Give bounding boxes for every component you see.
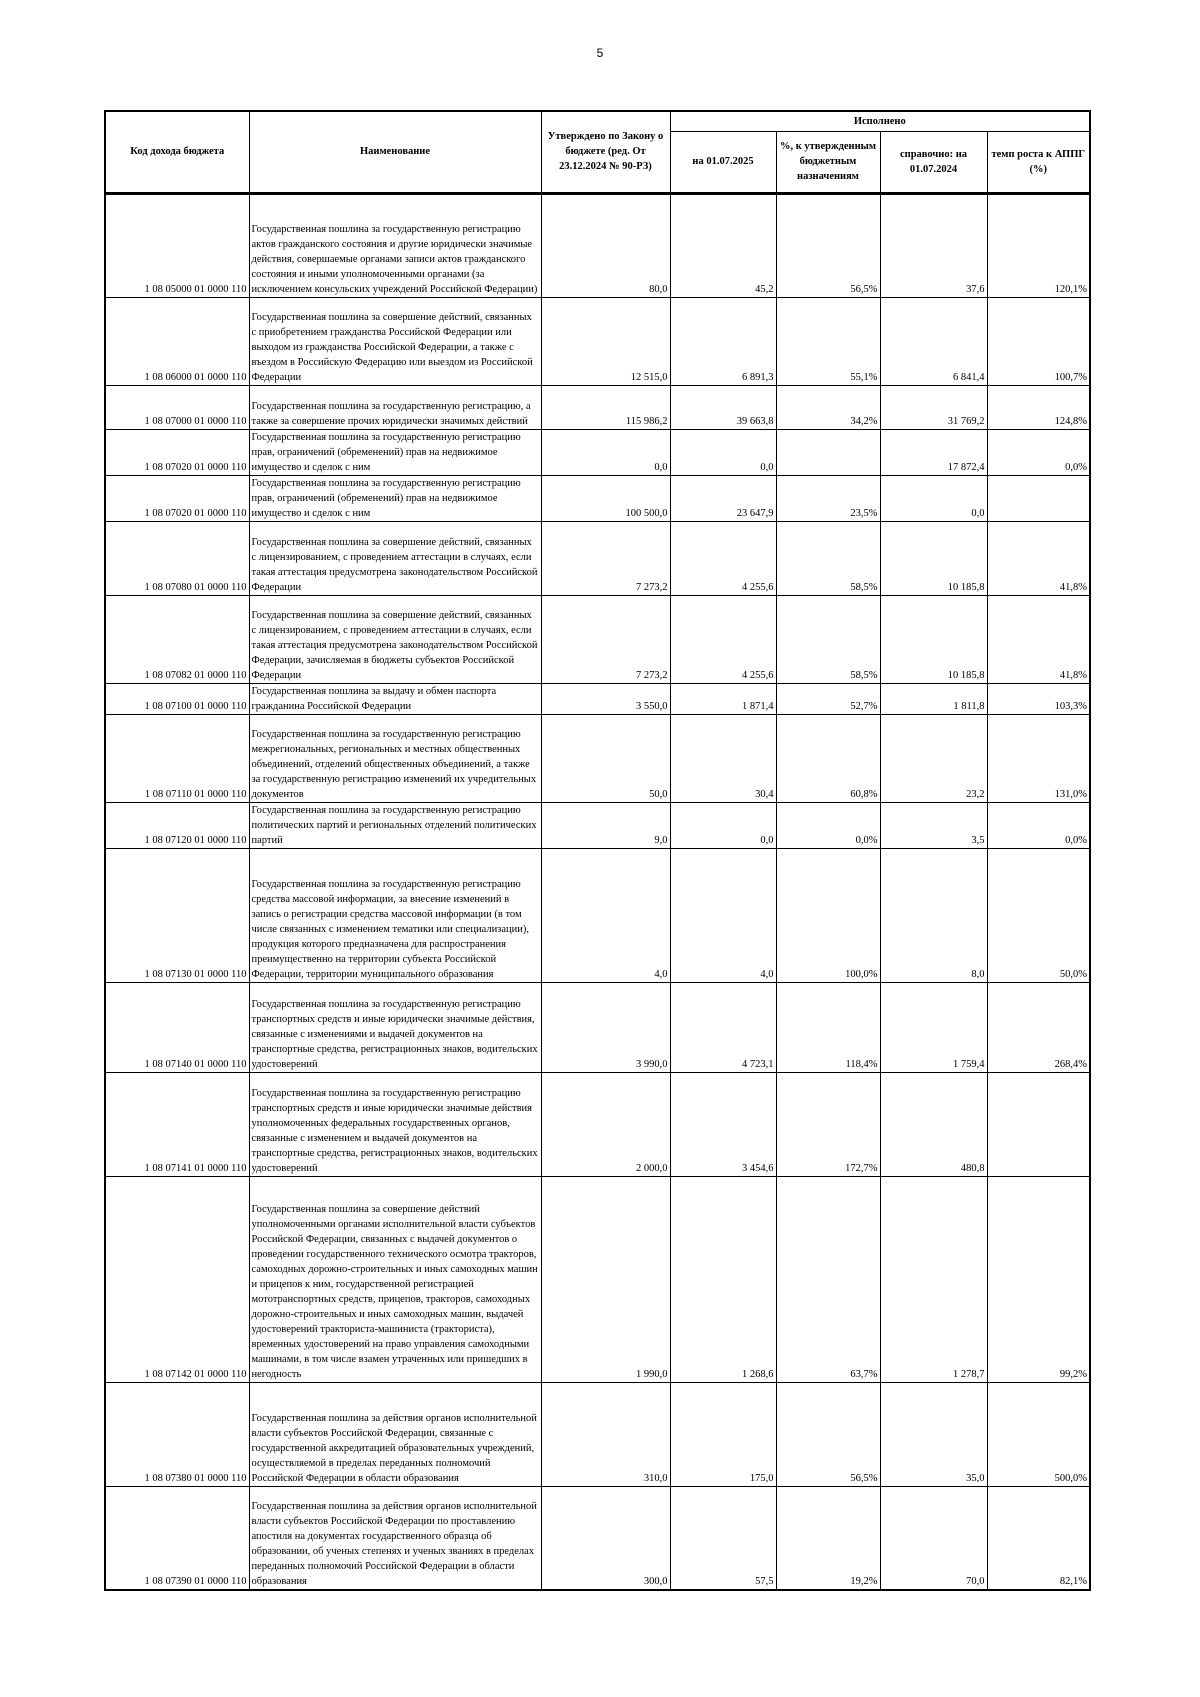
- row-growth: 0,0%: [987, 802, 1090, 848]
- row-name: Государственная пошлина за государственную регистрацию средства массовой информации, за внесение изменений в запись о регистрации средства массовой информации (в том числе связанных с изменением тематики или специализации), продукция которого предназначена для распространения преимущественно на территории субъекта Российской Федерации, территории муниципального образования: [249, 848, 541, 982]
- table-row: [105, 1486, 1090, 1590]
- row-percent: [776, 429, 880, 475]
- row-growth: 0,0%: [987, 429, 1090, 475]
- row-executed: 1 268,6: [670, 1176, 776, 1382]
- page-number: 5: [596, 46, 604, 60]
- row-growth: 82,1%: [987, 1486, 1090, 1590]
- row-growth: 124,8%: [987, 385, 1090, 429]
- row-executed: 4 723,1: [670, 982, 776, 1072]
- row-approved: 3 990,0: [541, 982, 670, 1072]
- row-name: Государственная пошлина за совершение действий, связанных с лицензированием, с проведением аттестации в случаях, если такая аттестация предусмотрена законодательством Российской Федерации: [249, 521, 541, 595]
- row-growth: 50,0%: [987, 848, 1090, 982]
- row-executed: 0,0: [670, 802, 776, 848]
- row-reference: 0,0: [880, 475, 987, 521]
- row-percent: 56,5%: [776, 1382, 880, 1486]
- row-code: 1 08 07120 01 0000 110: [105, 802, 249, 848]
- row-executed: 3 454,6: [670, 1072, 776, 1176]
- row-executed: 23 647,9: [670, 475, 776, 521]
- row-code: 1 08 07020 01 0000 110: [105, 475, 249, 521]
- header-percent-approved: %, к утвержденным бюджетным назначениям: [776, 131, 880, 193]
- row-approved: 300,0: [541, 1486, 670, 1590]
- table-row: [105, 475, 1090, 521]
- row-percent: 172,7%: [776, 1072, 880, 1176]
- row-approved: 1 990,0: [541, 1176, 670, 1382]
- table-row: [105, 1176, 1090, 1382]
- row-name: Государственная пошлина за государственную регистрацию актов гражданского состояния и другие юридически значимые действия, совершаемые органами записи актов гражданского состояния и иными уполномоченными органами (за исключением консульских учреждений Российской Федерации): [249, 193, 541, 297]
- row-approved: 2 000,0: [541, 1072, 670, 1176]
- row-executed: 175,0: [670, 1382, 776, 1486]
- row-name: Государственная пошлина за действия органов исполнительной власти субъектов Российской Федерации, связанные с государственной аккредитацией образовательных учреждений, осуществляемой в пределах переданных полномочий Российской Федерации в области образования: [249, 1382, 541, 1486]
- row-percent: 0,0%: [776, 802, 880, 848]
- row-growth: 500,0%: [987, 1382, 1090, 1486]
- row-reference: 31 769,2: [880, 385, 987, 429]
- header-reference: справочно: на 01.07.2024: [880, 131, 987, 193]
- row-executed: 1 871,4: [670, 683, 776, 714]
- table-row: [105, 982, 1090, 1072]
- row-percent: 19,2%: [776, 1486, 880, 1590]
- header-growth: темп роста к АППГ (%): [987, 131, 1090, 193]
- table-row: [105, 521, 1090, 595]
- row-executed: 0,0: [670, 429, 776, 475]
- row-growth: 41,8%: [987, 521, 1090, 595]
- row-code: 1 08 07100 01 0000 110: [105, 683, 249, 714]
- row-percent: 118,4%: [776, 982, 880, 1072]
- row-approved: 9,0: [541, 802, 670, 848]
- header-executed-date: на 01.07.2025: [670, 131, 776, 193]
- row-reference: 35,0: [880, 1382, 987, 1486]
- row-name: Государственная пошлина за государственную регистрацию транспортных средств и иные юридически значимые действия, связанные с изменениями и выдачей документов на транспортные средства, регистрационных знаков, водительских удостоверений: [249, 982, 541, 1072]
- row-reference: 23,2: [880, 714, 987, 802]
- row-name: Государственная пошлина за выдачу и обмен паспорта гражданина Российской Федерации: [249, 683, 541, 714]
- row-approved: 100 500,0: [541, 475, 670, 521]
- row-code: 1 08 07142 01 0000 110: [105, 1176, 249, 1382]
- row-approved: 7 273,2: [541, 521, 670, 595]
- table-row: [105, 385, 1090, 429]
- row-reference: 1 811,8: [880, 683, 987, 714]
- row-reference: 10 185,8: [880, 521, 987, 595]
- table-row: [105, 714, 1090, 802]
- table-row: [105, 848, 1090, 982]
- row-reference: 6 841,4: [880, 297, 987, 385]
- row-executed: 39 663,8: [670, 385, 776, 429]
- row-growth: 120,1%: [987, 193, 1090, 297]
- row-growth: [987, 475, 1090, 521]
- row-reference: 17 872,4: [880, 429, 987, 475]
- row-approved: 80,0: [541, 193, 670, 297]
- row-approved: 310,0: [541, 1382, 670, 1486]
- row-reference: 8,0: [880, 848, 987, 982]
- row-code: 1 08 05000 01 0000 110: [105, 193, 249, 297]
- row-percent: 23,5%: [776, 475, 880, 521]
- row-name: Государственная пошлина за совершение действий, связанных с приобретением гражданства Российской Федерации или выходом из гражданства Российской Федерации, а также с въездом в Российскую Федерацию или выездом из Российской Федерации: [249, 297, 541, 385]
- row-name: Государственная пошлина за государственную регистрацию политических партий и региональных отделений политических партий: [249, 802, 541, 848]
- row-percent: 55,1%: [776, 297, 880, 385]
- table-row: [105, 297, 1090, 385]
- row-approved: 3 550,0: [541, 683, 670, 714]
- row-name: Государственная пошлина за государственную регистрацию прав, ограничений (обременений) прав на недвижимое имущество и сделок с ним: [249, 429, 541, 475]
- table-row: [105, 1382, 1090, 1486]
- row-code: 1 08 07140 01 0000 110: [105, 982, 249, 1072]
- table-row: [105, 802, 1090, 848]
- row-reference: 10 185,8: [880, 595, 987, 683]
- row-reference: 37,6: [880, 193, 987, 297]
- row-name: Государственная пошлина за государственную регистрацию транспортных средств и иные юридически значимые действия уполномоченных федеральных государственных органов, связанные с изменением и выдачей документов на транспортные средства, регистрационных знаков, водительских удостоверений: [249, 1072, 541, 1176]
- row-growth: 100,7%: [987, 297, 1090, 385]
- row-approved: 12 515,0: [541, 297, 670, 385]
- row-reference: 70,0: [880, 1486, 987, 1590]
- table-row: [105, 193, 1090, 297]
- budget-revenue-table: [104, 110, 1091, 1591]
- row-code: 1 08 07082 01 0000 110: [105, 595, 249, 683]
- table-header: [105, 111, 1090, 193]
- row-executed: 30,4: [670, 714, 776, 802]
- header-executed-group: Исполнено: [670, 111, 1090, 131]
- row-code: 1 08 07080 01 0000 110: [105, 521, 249, 595]
- row-code: 1 08 06000 01 0000 110: [105, 297, 249, 385]
- row-reference: 3,5: [880, 802, 987, 848]
- row-code: 1 08 07141 01 0000 110: [105, 1072, 249, 1176]
- row-executed: 6 891,3: [670, 297, 776, 385]
- table-row: [105, 429, 1090, 475]
- row-code: 1 08 07130 01 0000 110: [105, 848, 249, 982]
- row-growth: [987, 1072, 1090, 1176]
- row-approved: 7 273,2: [541, 595, 670, 683]
- row-executed: 57,5: [670, 1486, 776, 1590]
- table-row: [105, 595, 1090, 683]
- row-percent: 34,2%: [776, 385, 880, 429]
- header-approved: Утверждено по Закону о бюджете (ред. От 23.12.2024 № 90-РЗ): [541, 111, 670, 193]
- row-name: Государственная пошлина за государственную регистрацию прав, ограничений (обременений) прав на недвижимое имущество и сделок с ним: [249, 475, 541, 521]
- row-reference: 1 278,7: [880, 1176, 987, 1382]
- row-name: Государственная пошлина за действия органов исполнительной власти субъектов Российской Федерации по проставлению апостиля на документах государственного образца об образовании, об ученых степенях и ученых званиях в пределах переданных полномочий Российской Федерации в области образования: [249, 1486, 541, 1590]
- row-approved: 115 986,2: [541, 385, 670, 429]
- row-growth: 131,0%: [987, 714, 1090, 802]
- row-name: Государственная пошлина за совершение действий уполномоченными органами исполнительной власти субъектов Российской Федерации, связанных с выдачей документов о проведении государственного технического осмотра тракторов, самоходных дорожно-строительных и иных самоходных машин и прицепов к ним, государственной регистрацией мототранспортных средств, прицепов, тракторов, самоходных дорожно-строительных и иных самоходных машин, выдачей удостоверений тракториста-машиниста (тракториста), временных удостоверений на право управления самоходными машинами, в том числе взамен утраченных или пришедших в негодность: [249, 1176, 541, 1382]
- row-code: 1 08 07380 01 0000 110: [105, 1382, 249, 1486]
- row-name: Государственная пошлина за государственную регистрацию межрегиональных, региональных и местных общественных объединений, отделений общественных объединений, а также за государственную регистрацию изменений их учредительных документов: [249, 714, 541, 802]
- row-growth: 99,2%: [987, 1176, 1090, 1382]
- row-code: 1 08 07000 01 0000 110: [105, 385, 249, 429]
- row-percent: 58,5%: [776, 521, 880, 595]
- row-percent: 63,7%: [776, 1176, 880, 1382]
- row-percent: 52,7%: [776, 683, 880, 714]
- table-row: [105, 1072, 1090, 1176]
- row-executed: 4 255,6: [670, 521, 776, 595]
- row-reference: 1 759,4: [880, 982, 987, 1072]
- row-approved: 50,0: [541, 714, 670, 802]
- row-code: 1 08 07390 01 0000 110: [105, 1486, 249, 1590]
- header-name: Наименование: [249, 111, 541, 193]
- row-percent: 60,8%: [776, 714, 880, 802]
- row-executed: 4 255,6: [670, 595, 776, 683]
- row-name: Государственная пошлина за совершение действий, связанных с лицензированием, с проведением аттестации в случаях, если такая аттестация предусмотрена законодательством Российской Федерации, зачисляемая в бюджеты субъектов Российской Федерации: [249, 595, 541, 683]
- row-percent: 100,0%: [776, 848, 880, 982]
- row-name: Государственная пошлина за государственную регистрацию, а также за совершение прочих юридически значимых действий: [249, 385, 541, 429]
- table-body: [105, 193, 1090, 1590]
- row-code: 1 08 07110 01 0000 110: [105, 714, 249, 802]
- row-growth: 103,3%: [987, 683, 1090, 714]
- row-code: 1 08 07020 01 0000 110: [105, 429, 249, 475]
- row-executed: 4,0: [670, 848, 776, 982]
- row-percent: 58,5%: [776, 595, 880, 683]
- row-executed: 45,2: [670, 193, 776, 297]
- row-approved: 4,0: [541, 848, 670, 982]
- row-growth: 268,4%: [987, 982, 1090, 1072]
- row-reference: 480,8: [880, 1072, 987, 1176]
- table-row: [105, 683, 1090, 714]
- header-code: Код дохода бюджета: [105, 111, 249, 193]
- row-percent: 56,5%: [776, 193, 880, 297]
- row-growth: 41,8%: [987, 595, 1090, 683]
- row-approved: 0,0: [541, 429, 670, 475]
